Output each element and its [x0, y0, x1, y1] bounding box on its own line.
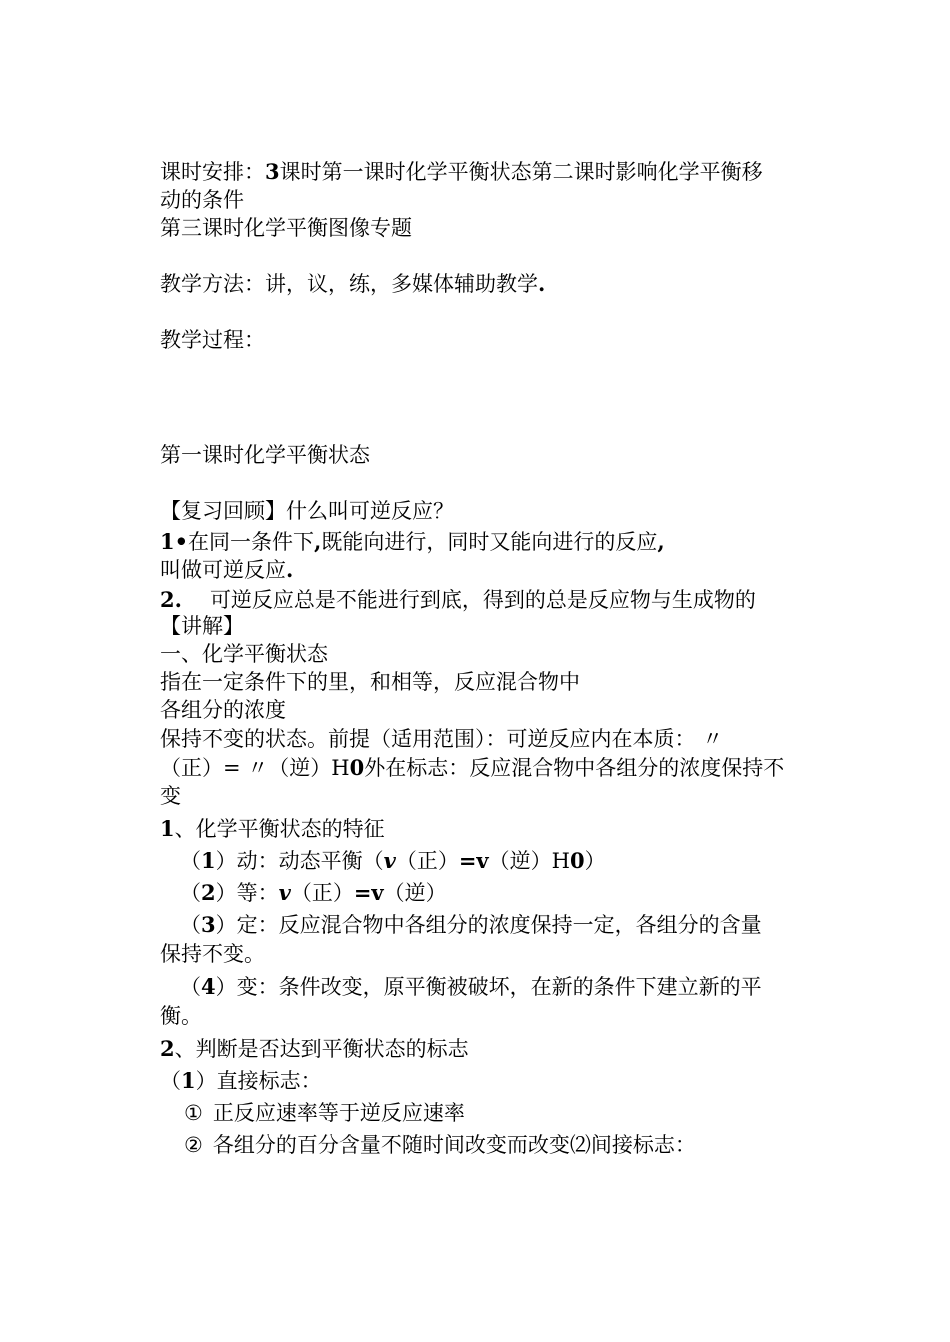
- text: （逆）H: [488, 849, 570, 873]
- text: 2: [201, 880, 216, 905]
- text: ）等：: [215, 881, 279, 905]
- text: 在同一条件下: [188, 530, 315, 554]
- text: 3: [265, 159, 280, 184]
- text: 、判断是否达到平衡状态的标志: [174, 1037, 469, 1061]
- feature-2: [180, 879, 447, 907]
- text: 4: [201, 974, 216, 999]
- text: 1: [160, 816, 175, 841]
- text: 可逆反应总是不能进行到底，得到的总是反应物与生成物的: [209, 588, 756, 612]
- schedule-line: [160, 158, 763, 186]
- text: v: [278, 880, 291, 905]
- criteria-item-2: [184, 1131, 696, 1159]
- text: （: [180, 975, 201, 999]
- feature-4: [180, 973, 762, 1001]
- text: ,: [314, 529, 322, 554]
- text: 、化学平衡状态的特征: [174, 817, 385, 841]
- text: 正反应速率等于逆反应速率: [212, 1101, 465, 1125]
- text: =v: [458, 848, 489, 873]
- text: （正）: [290, 881, 354, 905]
- section-heading: 一、化学平衡状态: [160, 642, 328, 666]
- text: （正）: [395, 849, 459, 873]
- text: 课时安排：: [160, 160, 265, 184]
- feature-3: [180, 911, 762, 939]
- text: （: [180, 849, 201, 873]
- text: ）直接标志：: [195, 1069, 322, 1093]
- text: （: [160, 1069, 181, 1093]
- review-point-2: [160, 586, 756, 614]
- text: 外在标志：反应混合物中各组分的浓度保持不: [364, 756, 785, 780]
- text: （正）= 〃（逆）H: [160, 756, 350, 780]
- criteria-heading: [160, 1035, 469, 1063]
- review-point-1-cont: [160, 556, 293, 584]
- text: （: [180, 881, 201, 905]
- text: （逆）: [383, 881, 447, 905]
- text: 0: [349, 755, 365, 780]
- definition-line-2: 各组分的浓度: [160, 698, 286, 722]
- text: 1: [181, 1068, 196, 1093]
- text: 2: [160, 1036, 175, 1061]
- text: 叫做可逆反应: [160, 558, 286, 582]
- text: ②: [184, 1133, 203, 1157]
- criteria-direct: [160, 1067, 322, 1095]
- text: （: [180, 913, 201, 937]
- text: 0: [569, 848, 585, 873]
- method-line: [160, 270, 545, 298]
- text: .: [286, 557, 294, 582]
- text: v: [383, 848, 396, 873]
- text: 3: [201, 912, 216, 937]
- text: ）动：动态平衡（: [215, 849, 384, 873]
- text: 课时第一课时化学平衡状态第二课时影响化学平衡移: [279, 160, 763, 184]
- definition-line-4: [160, 754, 784, 782]
- process-heading: 教学过程：: [160, 328, 265, 352]
- text: ,: [657, 529, 665, 554]
- text: .: [538, 271, 546, 296]
- text: =v: [353, 880, 384, 905]
- feature-4-cont: 衡。: [160, 1004, 202, 1028]
- text: 教学方法：讲，议，练，多媒体辅助教学: [160, 272, 538, 296]
- text: ）定：反应混合物中各组分的浓度保持一定，各组分的含量: [215, 913, 762, 937]
- text: 1•: [160, 529, 189, 554]
- feature-heading: [160, 815, 385, 843]
- definition-line: 指在一定条件下的里，和相等，反应混合物中: [160, 670, 580, 694]
- text: ①: [184, 1101, 203, 1125]
- text: 既能向进行，同时又能向进行的反应: [321, 530, 658, 554]
- lecture-heading: 【讲解】: [160, 614, 244, 638]
- review-point-1: [160, 528, 665, 556]
- text: 2.: [160, 587, 182, 612]
- text: 各组分的百分含量不随时间改变而改变⑵间接标志：: [212, 1133, 696, 1157]
- text: ）: [584, 849, 606, 873]
- review-question: 【复习回顾】什么叫可逆反应？: [160, 499, 454, 523]
- text: 1: [201, 848, 216, 873]
- schedule-line-cont: 动的条件: [160, 188, 244, 212]
- schedule-line-3: 第三课时化学平衡图像专题: [160, 216, 412, 240]
- definition-line-3: 保持不变的状态。前提（适用范围）：可逆反应内在本质： 〃: [160, 727, 724, 751]
- feature-3-cont: 保持不变。: [160, 942, 265, 966]
- criteria-item-1: [184, 1099, 465, 1127]
- feature-1: [180, 847, 606, 875]
- lesson-title: 第一课时化学平衡状态: [160, 443, 370, 467]
- text: ）变：条件改变，原平衡被破坏，在新的条件下建立新的平: [215, 975, 762, 999]
- definition-line-5: 变: [160, 784, 181, 808]
